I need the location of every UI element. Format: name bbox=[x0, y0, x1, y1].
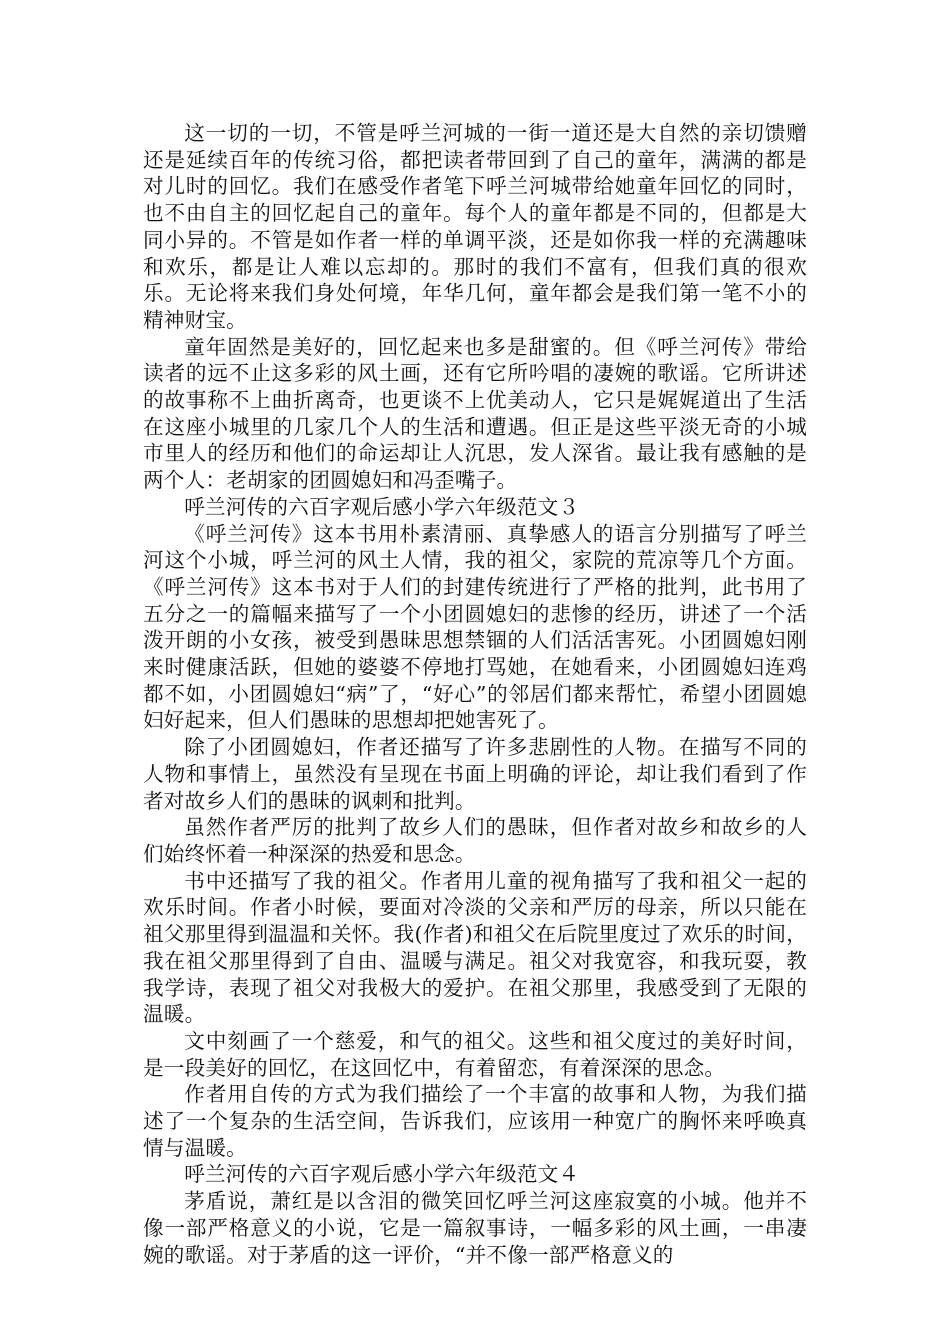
paragraph-6: 书中还描写了我的祖父。作者用儿童的视角描写了我和祖父一起的欢乐时间。作者小时候，要面对冷淡的父亲和严厉的母亲，所以只能在祖父那里得到温温和关怀。我(作者)和祖父在后院里度过了欢乐的时间，我在祖父那里得到了自由、温暖与满足。祖父对我宽容，和我玩耍，教我学诗，表现了祖父对我极大的爱护。在祖父那里，我感受到了无限的温暖。 bbox=[143, 868, 807, 1027]
paragraph-8: 作者用自传的方式为我们描绘了一个丰富的故事和人物，为我们描述了一个复杂的生活空间，告诉我们，应该用一种宽广的胸怀来呼唤真情与温暖。 bbox=[143, 1082, 807, 1160]
paragraph-2: 童年固然是美好的，回忆起来也多是甜蜜的。但《呼兰河传》带给读者的远不止这多彩的风土画，还有它所吟唱的凄婉的歌谣。它所讲述的故事称不上曲折离奇，也更谈不上优美动人，它只是娓娓道出了生活在这座小城里的几家几个人的生活和遭遇。但正是这些平淡无奇的小城市里人的经历和他们的命运却让人沉思，发人深省。最让我有感触的是两个人：老胡家的团圆媳妇和冯歪嘴子。 bbox=[143, 334, 807, 493]
paragraph-7: 文中刻画了一个慈爱，和气的祖父。这些和祖父度过的美好时间，是一段美好的回忆，在这回忆中，有着留恋，有着深深的思念。 bbox=[143, 1028, 807, 1080]
paragraph-3: 《呼兰河传》这本书用朴素清丽、真挚感人的语言分别描写了呼兰河这个小城，呼兰河的风土人情，我的祖父，家院的荒凉等几个方面。《呼兰河传》这本书对于人们的封建传统进行了严格的批判，此书用了五分之一的篇幅来描写了一个小团圆媳妇的悲惨的经历，讲述了一个活泼开朗的小女孩，被受到愚昧思想禁锢的人们活活害死。小团圆媳妇刚来时健康活跃，但她的婆婆不停地打骂她，在她看来，小团圆媳妇连鸡都不如，小团圆媳妇“病”了，“好心”的邻居们都来帮忙，希望小团圆媳妇好起来，但人们愚昧的思想却把她害死了。 bbox=[143, 521, 807, 733]
section-heading-4: 呼兰河传的六百字观后感小学六年级范文４ bbox=[184, 1162, 580, 1187]
paragraph-5: 虽然作者严厉的批判了故乡人们的愚昧，但作者对故乡和故乡的人们始终怀着一种深深的热爱和思念。 bbox=[143, 815, 807, 866]
paragraph-4: 除了小团圆媳妇，作者还描写了许多悲剧性的人物。在描写不同的人物和事情上，虽然没有呈现在书面上明确的评论，却让我们看到了作者对故乡人们的愚昧的讽刺和批判。 bbox=[143, 735, 807, 813]
paragraph-1: 这一切的一切，不管是呼兰河城的一街一道还是大自然的亲切馈赠还是延续百年的传统习俗，都把读者带回到了自己的童年，满满的都是对儿时的回忆。我们在感受作者笔下呼兰河城带给她童年回忆的同时，也不由自主的回忆起自己的童年。每个人的童年都是不同的，但都是大同小异的。不管是如作者一样的单调平淡，还是如你我一样的充满趣味和欢乐，都是让人难以忘却的。那时的我们不富有，但我们真的很欢乐。无论将来我们身处何境，年华几何，童年都会是我们第一笔不小的精神财宝。 bbox=[143, 121, 807, 332]
section-heading-3: 呼兰河传的六百字观后感小学六年级范文３ bbox=[184, 494, 580, 519]
paragraph-9: 茅盾说，萧红是以含泪的微笑回忆呼兰河这座寂寞的小城。他并不像一部严格意义的小说，它是一篇叙事诗，一幅多彩的风土画，一串凄婉的歌谣。对于茅盾的这一评价，“并不像一部严格意义的 bbox=[143, 1189, 807, 1267]
document-body bbox=[143, 120, 807, 1268]
